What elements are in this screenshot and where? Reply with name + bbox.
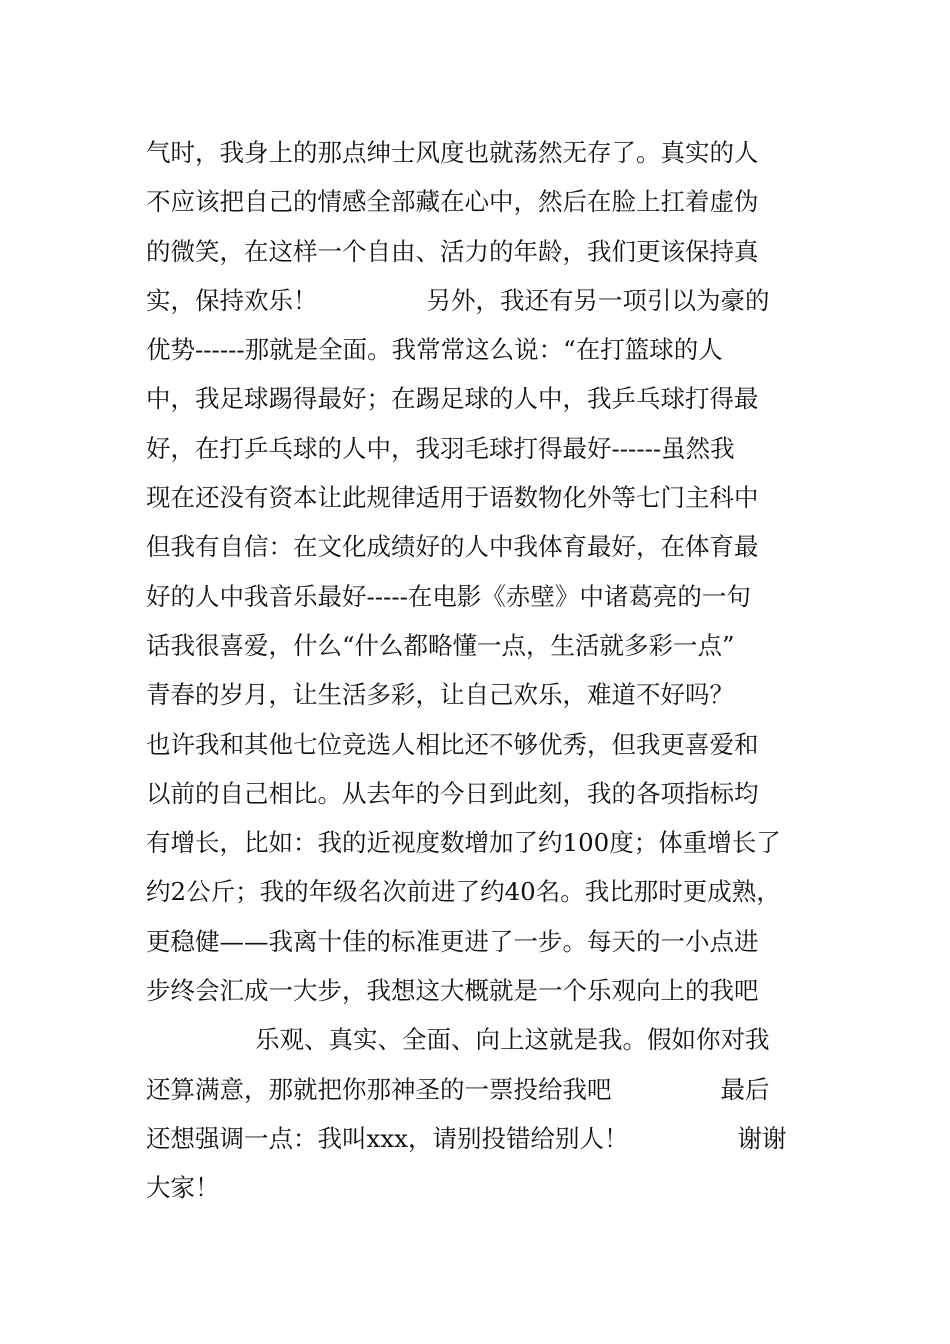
text-line: 实，保持欢乐！ 另外，我还有另一项引以为豪的 [146, 285, 770, 315]
text-line: 以前的自己相比。从去年的今日到此刻，我的各项指标均 [146, 778, 759, 808]
text-line: 话我很喜爱，什么“什么都略懂一点，生活就多彩一点” [146, 630, 735, 660]
text-line: 还想强调一点：我叫xxx，请别投错给别人！ 谢谢 [146, 1123, 787, 1153]
text-line: 有增长，比如：我的近视度数增加了约100度；体重增长了 [146, 828, 781, 858]
text-line: 约2公斤；我的年级名次前进了约40名。我比那时更成熟， [146, 877, 781, 907]
text-line: 步终会汇成一大步，我想这大概就是一个乐观向上的我吧 [146, 976, 759, 1006]
text-line: 大家！ [146, 1173, 220, 1203]
text-line: 青春的岁月，让生活多彩，让自己欢乐，难道不好吗？ [146, 680, 734, 710]
text-line: 不应该把自己的情感全部藏在心中，然后在脸上扛着虚伪 [146, 187, 759, 217]
text-line: 也许我和其他七位竞选人相比还不够优秀，但我更喜爱和 [146, 729, 759, 759]
text-line: 但我有自信：在文化成绩好的人中我体育最好，在体育最 [146, 532, 759, 562]
text-line: 现在还没有资本让此规律适用于语数物化外等七门主科中 [146, 483, 759, 513]
text-line: 还算满意，那就把你那神圣的一票投给我吧 最后 [146, 1074, 770, 1104]
text-line: 更稳健——我离十佳的标准更进了一步。每天的一小点进 [146, 926, 759, 956]
text-line: 中，我足球踢得最好；在踢足球的人中，我乒乓球打得最 [146, 384, 759, 414]
text-line: 好，在打乒乓球的人中，我羽毛球打得最好------虽然我 [146, 433, 735, 463]
text-line: 气时，我身上的那点绅士风度也就荡然无存了。真实的人 [146, 138, 759, 167]
text-line: 优势------那就是全面。我常常这么说：“在打篮球的人 [146, 335, 723, 365]
body-text [146, 128, 846, 1213]
text-line: 乐观、真实、全面、向上这就是我。假如你对我 [146, 1025, 770, 1055]
text-line: 好的人中我音乐最好-----在电影《赤壁》中诸葛亮的一句 [146, 581, 751, 611]
text-line: 的微笑，在这样一个自由、活力的年龄，我们更该保持真 [146, 236, 759, 266]
